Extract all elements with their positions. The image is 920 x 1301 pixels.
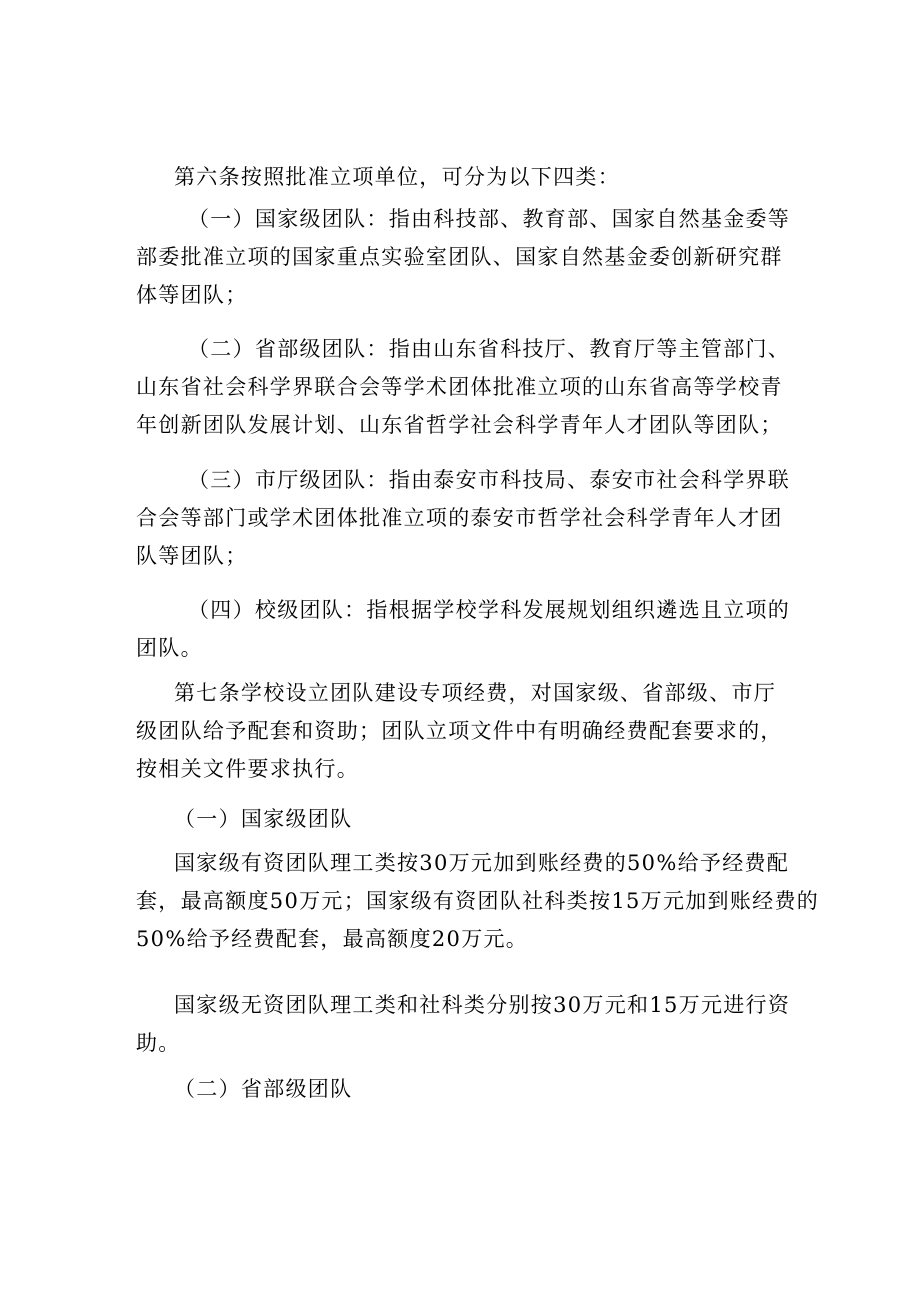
text-line: 套，最高额度50万元；国家级有资团队社科类按15万元加到账经费的 <box>136 889 820 913</box>
text-line: 国家级有资团队理工类按30万元加到账经费的50%给予经费配 <box>174 851 790 875</box>
text-line: 第七条学校设立团队建设专项经费，对国家级、省部级、市厅 <box>174 681 777 705</box>
text-line: 年创新团队发展计划、山东省哲学社会科学青年人才团队等团队； <box>136 413 783 437</box>
article-6-item-national <box>136 200 816 314</box>
text-line: 队等团队； <box>136 544 248 568</box>
text-line: 国家级无资团队理工类和社科类分别按30万元和15万元进行资 <box>174 993 791 1017</box>
text-line: （三）市厅级团队：指由泰安市科技局、泰安市社会科学界联 <box>188 468 791 492</box>
text-line: 体等团队； <box>136 283 248 307</box>
text-line: 部委批准立项的国家重点实验室团队、国家自然基金委创新研究群 <box>136 245 783 269</box>
text-line: 50%给予经费配套，最高额度20万元。 <box>136 927 529 951</box>
article-6-item-school <box>136 591 816 667</box>
text-line: 团队。 <box>136 636 203 660</box>
article-6-item-provincial <box>136 330 816 444</box>
text-line: （二）省部级团队 <box>174 1077 353 1101</box>
text-line: （二）省部级团队：指由山东省科技厅、教育厅等主管部门、 <box>188 337 791 361</box>
text-line: 合会等部门或学术团体批准立项的泰安市哲学社会科学青年人才团 <box>136 506 783 530</box>
article-7-heading-national <box>136 800 816 838</box>
article-7-heading-provincial <box>136 1070 816 1108</box>
article-6-item-municipal <box>136 461 816 575</box>
text-line: 按相关文件要求执行。 <box>136 757 359 781</box>
article-6-intro <box>136 158 816 196</box>
text-line: （四）校级团队：指根据学校学科发展规划组织遴选且立项的 <box>188 598 791 622</box>
article-7-intro <box>136 674 816 788</box>
text-line: （一）国家级团队：指由科技部、教育部、国家自然基金委等 <box>188 207 791 231</box>
text-line: 助。 <box>136 1031 181 1055</box>
text-line: 山东省社会科学界联合会等学术团体批准立项的山东省高等学校青 <box>136 375 783 399</box>
article-7-national-funded <box>136 844 820 958</box>
article-7-national-unfunded <box>136 986 816 1062</box>
text-line: （一）国家级团队 <box>174 807 353 831</box>
text-line: 第六条按照批准立项单位，可分为以下四类： <box>174 165 620 189</box>
text-line: 级团队给予配套和资助；团队立项文件中有明确经费配套要求的， <box>136 719 783 743</box>
